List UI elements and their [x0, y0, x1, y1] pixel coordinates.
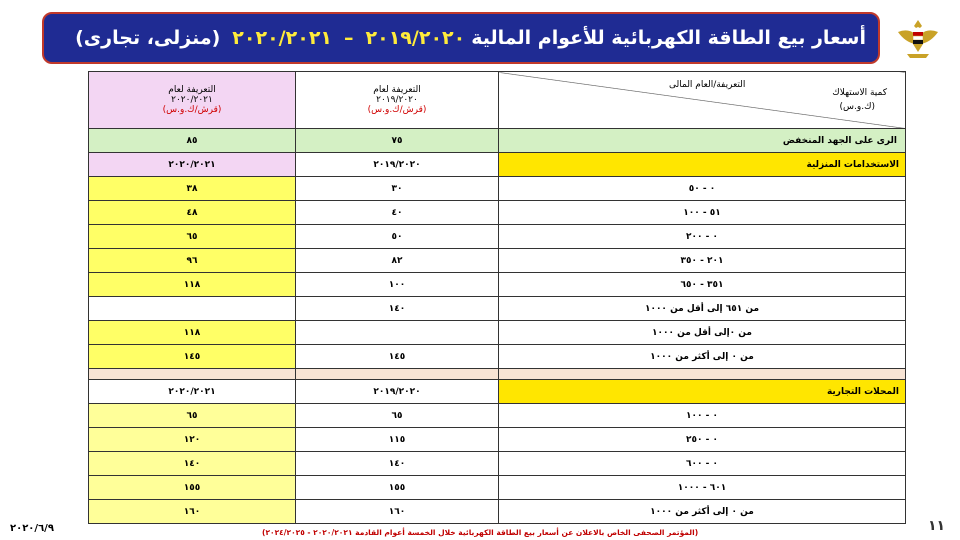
title-years-1: ٢٠١٩/٢٠٢٠ — [365, 27, 466, 49]
header-consumption-label: كمية الاستهلاك — [832, 88, 887, 98]
rate-2019-cell: ٣٠ — [296, 177, 499, 201]
footer-caption: (المؤتمر الصحفى الخاص بالاعلان عن أسعار بيع الطاقة الكهربائية خلال الخمسة أعوام القادمة ٢٠٢٠/٢٠٢١ - ٢٠٢٤/٢٠٢٥) — [262, 528, 699, 537]
commercial-2020-year: ٢٠٢٠/٢٠٢١ — [89, 380, 296, 404]
range-cell: من ٠إلى أقل من ١٠٠٠ — [499, 321, 906, 345]
spacer-cell — [89, 369, 296, 380]
rate-2020-cell: ٦٥ — [89, 404, 296, 428]
header-2019-years: ٢٠١٩/٢٠٢٠ — [376, 95, 418, 105]
irrigation-row — [89, 129, 906, 153]
tariff-table — [88, 71, 906, 524]
title-category: (منزلى، تجارى) — [75, 27, 221, 49]
table-row — [89, 428, 906, 452]
spacer-cell — [296, 369, 499, 380]
title-dash: – — [344, 27, 354, 49]
table-row — [89, 201, 906, 225]
range-cell: ٦٠١ - ١٠٠٠ — [499, 476, 906, 500]
title-text: أسعار بيع الطاقة الكهربائية للأعوام المالية — [471, 27, 866, 49]
residential-2019-year: ٢٠١٩/٢٠٢٠ — [296, 153, 499, 177]
table-row — [89, 297, 906, 321]
table-row — [89, 500, 906, 524]
commercial-2019-year: ٢٠١٩/٢٠٢٠ — [296, 380, 499, 404]
range-cell: من ٠ إلى أكثر من ١٠٠٠ — [499, 500, 906, 524]
rate-2019-cell: ٨٢ — [296, 249, 499, 273]
spacer-row — [89, 369, 906, 380]
rate-2019-cell: ١٤٠ — [296, 452, 499, 476]
rate-2019-cell: ١٦٠ — [296, 500, 499, 524]
rate-2020-cell: ٩٦ — [89, 249, 296, 273]
header-corner-cell — [499, 72, 906, 129]
header-tariff-year-label: التعريفة/العام المالى — [669, 80, 746, 90]
rate-2019-cell — [296, 321, 499, 345]
range-cell: ٠ - ١٠٠ — [499, 404, 906, 428]
irrigation-2020-value: ٨٥ — [89, 129, 296, 153]
header-consumption-unit: (ك.و.س) — [839, 102, 875, 112]
range-cell: ٢٠١ - ٣٥٠ — [499, 249, 906, 273]
range-cell: من ٠ إلى أكثر من ١٠٠٠ — [499, 345, 906, 369]
rate-2020-cell: ٦٥ — [89, 225, 296, 249]
rate-2019-cell: ٦٥ — [296, 404, 499, 428]
header-2019-cell — [296, 72, 499, 129]
rate-2019-cell: ١٠٠ — [296, 273, 499, 297]
table-row — [89, 452, 906, 476]
range-cell: ٣٥١ - ٦٥٠ — [499, 273, 906, 297]
table-row — [89, 321, 906, 345]
rate-2019-cell: ٥٠ — [296, 225, 499, 249]
residential-section-label: الاستخدامات المنزلية — [499, 153, 906, 177]
rate-2020-cell: ١١٨ — [89, 321, 296, 345]
rate-2020-cell: ١٦٠ — [89, 500, 296, 524]
range-cell: ٠ - ٢٥٠ — [499, 428, 906, 452]
range-cell: ٠ - ٦٠٠ — [499, 452, 906, 476]
table-row — [89, 249, 906, 273]
rate-2020-cell: ١١٨ — [89, 273, 296, 297]
residential-2020-year: ٢٠٢٠/٢٠٢١ — [89, 153, 296, 177]
rate-2019-cell: ١١٥ — [296, 428, 499, 452]
header-2020-label: التعريفة لعام — [168, 85, 216, 95]
commercial-section-row — [89, 380, 906, 404]
rate-2020-cell: ١٥٥ — [89, 476, 296, 500]
table-row — [89, 225, 906, 249]
rate-2020-cell: ١٤٥ — [89, 345, 296, 369]
range-cell: ٠ - ٥٠ — [499, 177, 906, 201]
page-number: ١١ — [928, 518, 946, 534]
rate-2019-cell: ٤٠ — [296, 201, 499, 225]
range-cell: من ٦٥١ إلى أقل من ١٠٠٠ — [499, 297, 906, 321]
rate-2020-cell — [89, 297, 296, 321]
range-cell: ٠ - ٢٠٠ — [499, 225, 906, 249]
egypt-eagle-emblem-icon — [893, 14, 943, 64]
rate-2020-cell: ٤٨ — [89, 201, 296, 225]
rate-2019-cell: ١٥٥ — [296, 476, 499, 500]
table-row — [89, 476, 906, 500]
header-2020-unit: (قرش/ك.و.س) — [162, 105, 222, 115]
table-row — [89, 345, 906, 369]
table-row — [89, 404, 906, 428]
rate-2019-cell: ١٤٠ — [296, 297, 499, 321]
slide-date: ٢٠٢٠/٦/٩ — [10, 523, 54, 534]
spacer-cell — [499, 369, 906, 380]
rate-2019-cell: ١٤٥ — [296, 345, 499, 369]
header-2020-cell — [89, 72, 296, 129]
rate-2020-cell: ١٤٠ — [89, 452, 296, 476]
header-2019-label: التعريفة لعام — [373, 85, 421, 95]
range-cell: ٥١ - ١٠٠ — [499, 201, 906, 225]
rate-2020-cell: ١٢٠ — [89, 428, 296, 452]
residential-section-row — [89, 153, 906, 177]
table-row — [89, 273, 906, 297]
irrigation-2019-value: ٧٥ — [296, 129, 499, 153]
rate-2020-cell: ٣٨ — [89, 177, 296, 201]
commercial-section-label: المحلات التجارية — [499, 380, 906, 404]
irrigation-label: الرى على الجهد المنخفض — [499, 129, 906, 153]
header-2020-years: ٢٠٢٠/٢٠٢١ — [171, 95, 213, 105]
header-2019-unit: (قرش/ك.و.س) — [367, 105, 427, 115]
title-banner — [42, 12, 880, 64]
table-row — [89, 177, 906, 201]
title-years-2: ٢٠٢٠/٢٠٢١ — [232, 27, 333, 49]
